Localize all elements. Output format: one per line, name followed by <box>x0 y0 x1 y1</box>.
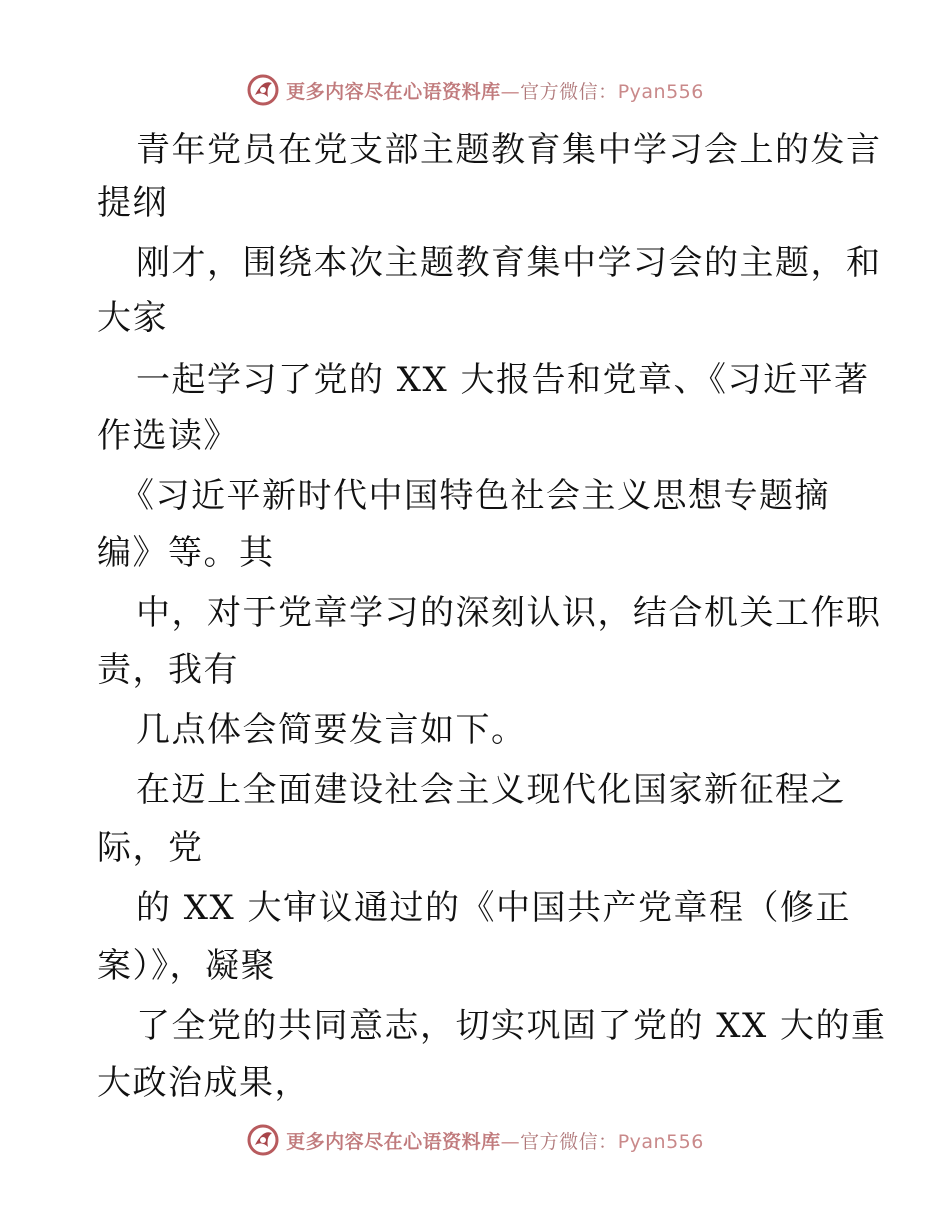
text-line-2: 提纲 <box>97 183 168 223</box>
banner-account: Pyan556 <box>617 80 704 103</box>
banner-site: 更多内容尽在心语资料库 <box>286 1130 501 1153</box>
text-line-5: 一起学习了党的 XX 大报告和党章、《习近平著 <box>136 360 870 400</box>
text-line-15: 案）》，凝聚 <box>97 946 276 986</box>
text-line-12: 在迈上全面建设社会主义现代化国家新征程之 <box>136 770 846 810</box>
banner-site: 更多内容尽在心语资料库 <box>286 80 501 103</box>
text-line-13: 际，党 <box>97 828 204 868</box>
text-line-17: 大政治成果， <box>97 1063 310 1103</box>
text-line-14: 的 XX 大审议通过的《中国共产党章程（修正 <box>136 888 852 928</box>
footer-banner <box>0 1120 950 1160</box>
text-line-1: 青年党员在党支部主题教育集中学习会上的发言 <box>136 130 882 170</box>
text-line-10: 责，我有 <box>97 650 239 690</box>
logo-icon <box>246 73 280 107</box>
text-line-7: 《习近平新时代中国特色社会主义思想专题摘 <box>120 476 830 516</box>
text-line-6: 作选读》 <box>97 416 239 456</box>
text-line-3: 刚才，围绕本次主题教育集中学习会的主题，和 <box>136 243 882 283</box>
banner-separator: — <box>500 1130 521 1153</box>
banner-official: 官方微信： <box>520 80 618 103</box>
text-line-8: 编》等。其 <box>97 533 275 573</box>
banner-account: Pyan556 <box>617 1130 704 1153</box>
text-line-11: 几点体会简要发言如下。 <box>136 710 527 750</box>
banner-separator: — <box>500 80 521 103</box>
banner-official: 官方微信： <box>520 1130 618 1153</box>
header-banner <box>0 70 950 110</box>
text-line-9: 中，对于党章学习的深刻认识，结合机关工作职 <box>136 593 882 633</box>
text-line-4: 大家 <box>97 298 168 338</box>
logo-icon <box>246 1123 280 1157</box>
text-line-16: 了全党的共同意志，切实巩固了党的 XX 大的重 <box>136 1006 887 1046</box>
